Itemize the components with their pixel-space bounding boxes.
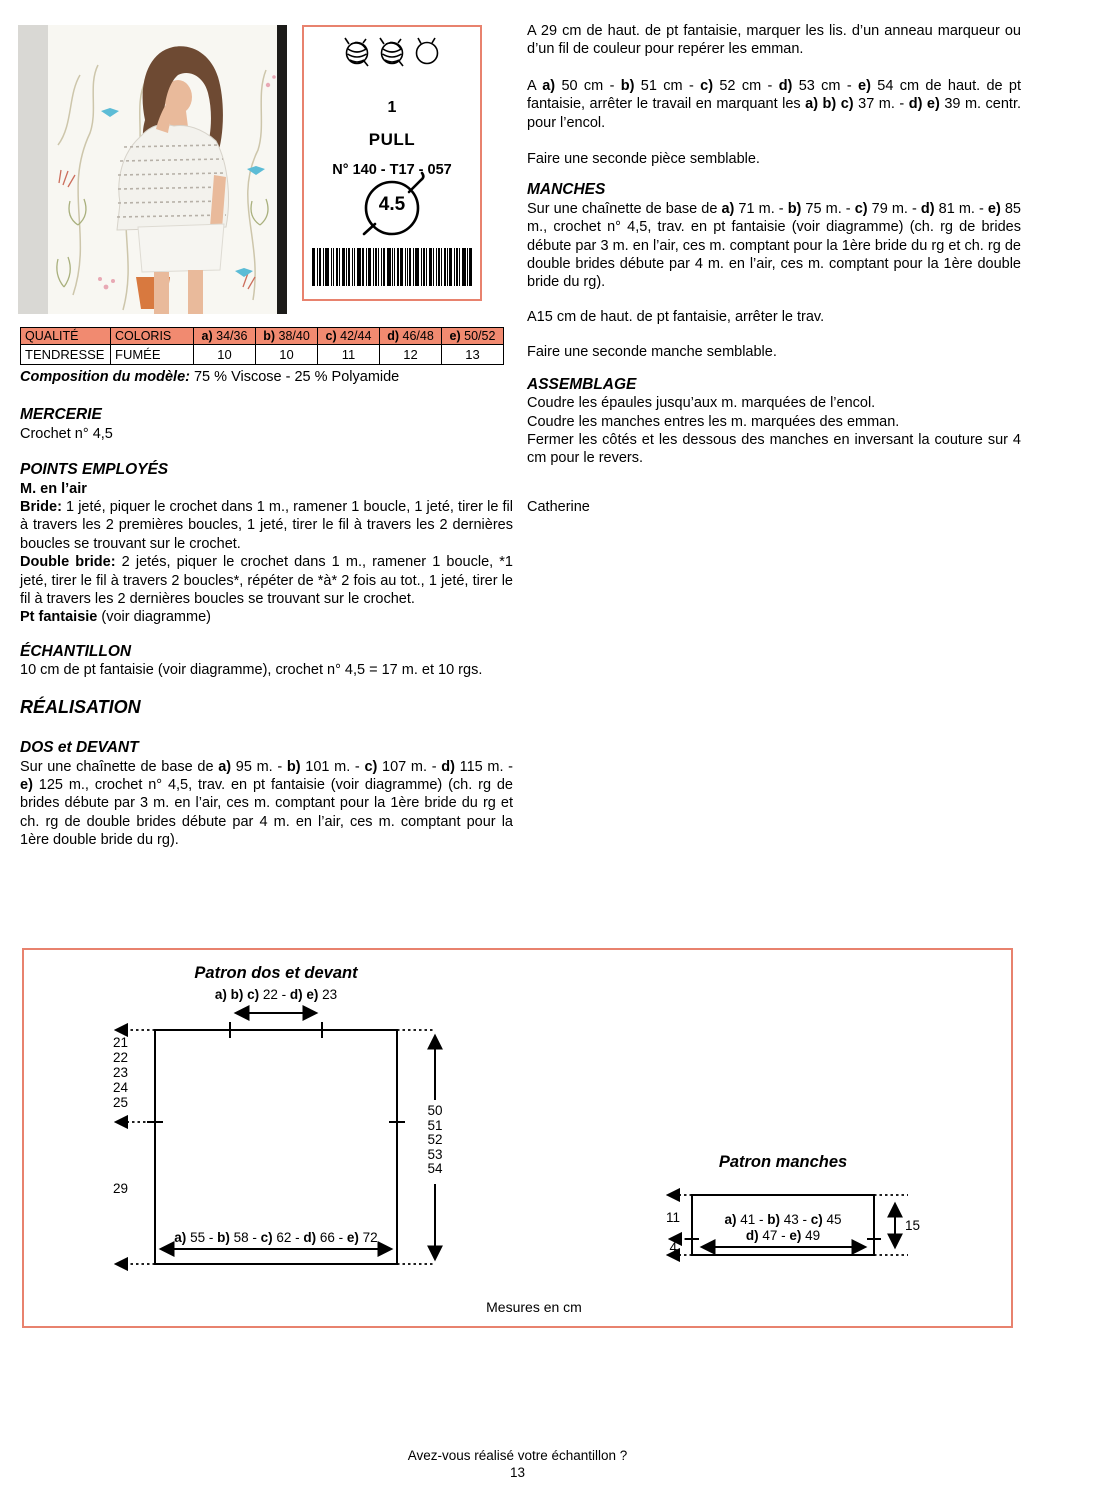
section-assemblage: ASSEMBLAGE xyxy=(527,375,637,393)
pattern-info-box xyxy=(302,25,482,301)
right-column xyxy=(527,22,1021,516)
manches-width-label-2: d) 47 - e) 49 xyxy=(745,1228,821,1243)
height-value: 52 xyxy=(427,1132,443,1147)
units-note: Mesures en cm xyxy=(486,1299,582,1315)
dos-devant-body: Sur une chaînette de base de a) 95 m. - b) 101 m. - c) 107 m. - d) 115 m. - e) 125 m., crochet n° 4,5, trav. en pt fantaisie (voir diagramme) (ch. rg de brides débute par 3 m. en l’air, ces m. comptant pour la 1ère bride du rg et ch. rg de double brides débute par 4 m. en l’air, ces m. comptant pour la 1ère double bride du rg). xyxy=(20,758,513,849)
qty-size-e: 13 xyxy=(442,345,504,365)
column-header-size-c: c) 42/44 xyxy=(318,328,380,345)
schematics-box xyxy=(22,948,1013,1328)
column-header-size-b: b) 38/40 xyxy=(256,328,318,345)
manches-body: Sur une chaînette de base de a) 71 m. - b) 75 m. - c) 79 m. - d) 81 m. - e) 85 m., crochet n° 4,5, trav. en pt fantaisie (voir diagramme) (ch. rg de brides débute par 3 m. en l’air, ces m. comptant pour la 1ère bride du rg et ch. rg de double brides débute par 4 m. en l’air, ces m. comptant pour la 1ère double bride du rg). xyxy=(527,200,1021,291)
height-value: 23 xyxy=(112,1065,128,1080)
dos-left-heights xyxy=(90,1035,128,1110)
manches-left-top-height: 11 xyxy=(665,1210,680,1225)
section-dos-devant: DOS et DEVANT xyxy=(20,739,139,757)
section-manches: MANCHES xyxy=(527,181,606,199)
column-header-size-a: a) 34/36 xyxy=(194,328,256,345)
height-value: 21 xyxy=(112,1035,128,1050)
section-realisation: RÉALISATION xyxy=(20,696,141,717)
yarn-ball-outline-icon xyxy=(417,38,438,64)
mercerie-body: Crochet n° 4,5 xyxy=(20,425,113,442)
hook-size-value: 4.5 xyxy=(378,194,406,215)
column-header-coloris: COLORIS xyxy=(111,328,194,345)
neckline-instruction: A a) 50 cm - b) 51 cm - c) 52 cm - d) 53 cm - e) 54 cm de haut. de pt fantaisie, arrêter le travail en marquant les a) b) c) 37 m. - d) e) 39 m. centr. pour l’encol. xyxy=(527,77,1022,131)
manches-left-bottom-height: 4 xyxy=(669,1240,677,1255)
echantillon-body: 10 cm de pt fantaisie (voir diagramme), crochet n° 4,5 = 17 m. et 10 rgs. xyxy=(20,662,483,679)
model-photo-illustration xyxy=(18,25,287,314)
stitch-bride: Bride: 1 jeté, piquer le crochet dans 1 m., ramener 1 boucle, 1 jeté, tirer le fil à travers les 2 premières boucles, 1 jeté, tirer le fil à travers les 2 dernières boucles se trouvant sur le crochet. xyxy=(20,499,513,552)
pattern-reference: N° 140 - T17 - 057 xyxy=(332,162,452,178)
left-column xyxy=(20,368,513,850)
column-header-qualite: QUALITÉ xyxy=(21,328,111,345)
yarn-ball-icons xyxy=(341,35,443,67)
section-echantillon: ÉCHANTILLON xyxy=(20,642,132,660)
section-mercerie: MERCERIE xyxy=(20,406,102,424)
yarn-ball-icon xyxy=(345,38,368,66)
manches-width-label-1: a) 41 - b) 43 - c) 45 xyxy=(724,1212,842,1227)
gauge-question: Avez-vous réalisé votre échantillon ? xyxy=(407,1448,628,1463)
dos-bottom-width-label: a) 55 - b) 58 - c) 62 - d) 66 - e) 72 xyxy=(174,1230,378,1245)
height-value: 22 xyxy=(112,1050,128,1065)
manches-schematic-title: Patron manches xyxy=(718,1153,848,1171)
stitch-air: M. en l’air xyxy=(20,480,87,497)
qty-size-c: 11 xyxy=(318,345,380,365)
qty-size-d: 12 xyxy=(380,345,442,365)
designer-signature: Catherine xyxy=(527,498,590,515)
marking-instruction: A 29 cm de haut. de pt fantaisie, marquer les lis. d’un anneau marqueur ou d’un fil de couleur pour repérer les emman. xyxy=(527,23,1021,58)
column-header-size-e: e) 50/52 xyxy=(442,328,504,345)
section-points-employes: POINTS EMPLOYÉS xyxy=(20,461,169,479)
pattern-number: 1 xyxy=(387,99,397,116)
barcode xyxy=(312,248,472,291)
model-photo xyxy=(18,25,287,314)
stitch-fantaisie: Pt fantaisie (voir diagramme) xyxy=(20,609,211,626)
qty-size-a: 10 xyxy=(194,345,256,365)
manches-right-height: 15 xyxy=(905,1218,921,1233)
dos-outline xyxy=(155,1030,397,1264)
composition-line: Composition du modèle: 75 % Viscose - 25 % Polyamide xyxy=(20,369,400,385)
dos-lower-height-label: 29 xyxy=(112,1181,128,1196)
garment-name: PULL xyxy=(368,130,416,149)
materials-table-header-row xyxy=(21,328,504,345)
height-value: 24 xyxy=(112,1080,128,1095)
assemblage-step-1: Coudre les épaules jusqu’aux m. marquées de l’encol. xyxy=(527,395,876,412)
height-value: 51 xyxy=(427,1117,443,1133)
assemblage-step-2: Coudre les manches entres les m. marquées des emman. xyxy=(527,413,900,430)
yarn-ball-icon xyxy=(380,38,403,66)
dos-right-heights xyxy=(422,1104,448,1177)
dos-top-width-label: a) b) c) 22 - d) e) 23 xyxy=(214,987,338,1002)
yarn-quantity-icons xyxy=(304,35,480,72)
quality-value: TENDRESSE xyxy=(21,345,111,365)
height-value: 53 xyxy=(427,1146,443,1162)
page-footer xyxy=(22,1447,1013,1481)
manches-finish-note: A15 cm de haut. de pt fantaisie, arrêter le trav. xyxy=(527,308,825,325)
schematics-drawing xyxy=(24,950,1011,1326)
materials-table xyxy=(20,327,504,365)
height-value: 25 xyxy=(112,1095,128,1110)
color-value: FUMÉE xyxy=(111,345,194,365)
second-piece-note: Faire une seconde pièce semblable. xyxy=(527,151,760,168)
dos-schematic-title: Patron dos et devant xyxy=(194,964,358,982)
column-header-size-d: d) 46/48 xyxy=(380,328,442,345)
qty-size-b: 10 xyxy=(256,345,318,365)
assemblage-step-3: Fermer les côtés et les dessous des manches en inversant la couture sur 4 cm pour le revers. xyxy=(527,431,1021,467)
stitch-double-bride: Double bride: 2 jetés, piquer le crochet dans 1 m., ramener 1 boucle, *1 jeté, tirer le fil à travers 2 boucles*, répéter de *à* 2 fois au tot., 1 jeté, tirer le fil à travers les 2 dernières boucles se trouvant sur le crochet. xyxy=(20,554,513,608)
page-number: 13 xyxy=(509,1465,526,1480)
materials-table-row xyxy=(21,345,504,365)
height-value: 54 xyxy=(427,1161,443,1176)
second-sleeve-note: Faire une seconde manche semblable. xyxy=(527,344,777,361)
height-value: 50 xyxy=(427,1103,443,1118)
